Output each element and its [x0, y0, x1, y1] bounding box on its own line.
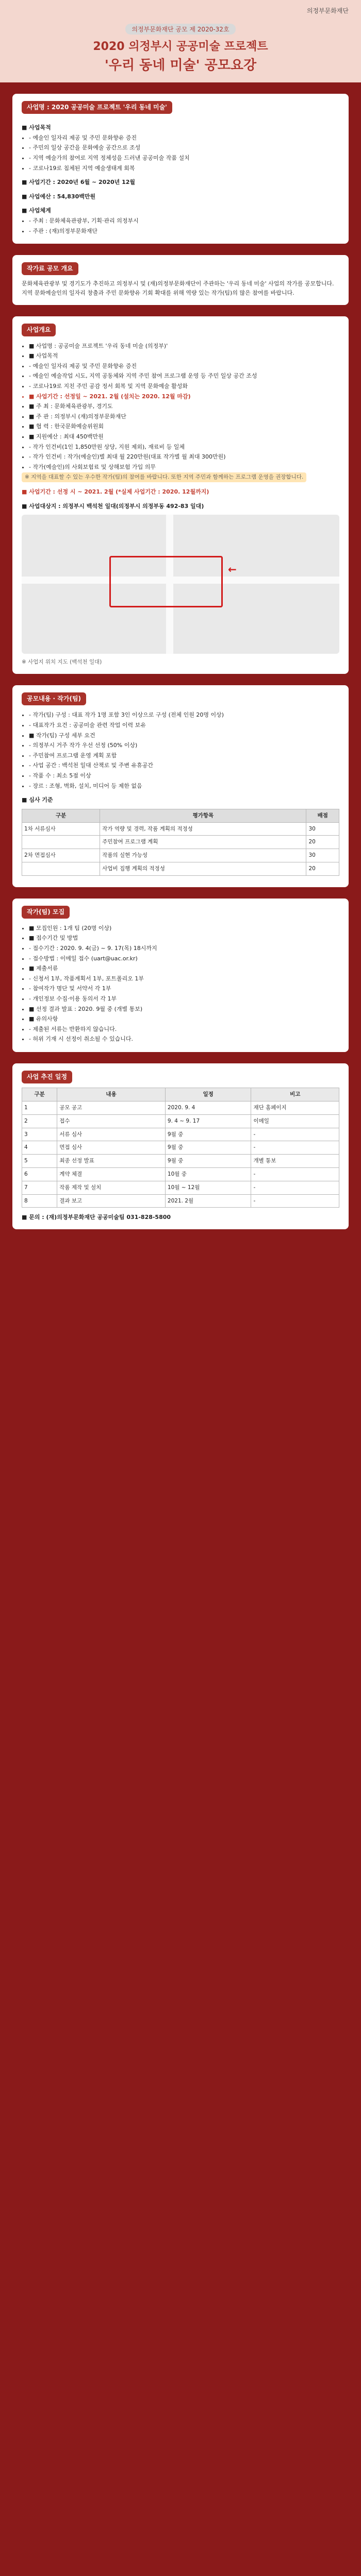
schedule-cell: 계약 체결 [57, 1167, 166, 1181]
eval-cell: 1차 서류심사 [22, 822, 100, 836]
eval-cell: 20 [306, 862, 339, 875]
card-apply [12, 899, 349, 1052]
eval-table-header: 배점 [306, 809, 339, 822]
schedule-cell: 결과 보고 [57, 1194, 166, 1208]
apply-title: 작가(팀) 모집 [22, 906, 70, 919]
schedule-title: 사업 추진 일정 [22, 1071, 72, 1083]
map-caption: ※ 사업지 위치 지도 (백석천 일대) [22, 659, 102, 666]
overview-item: • ■ 사업명 : 공공미술 프로젝트 '우리 동네 미술 (의정부)' [29, 342, 339, 351]
section-intro [0, 255, 361, 304]
recruit-details-item: • - 작가(팀) 구성 : 대표 작가 1명 포함 3인 이상으로 구성 (전체 인원 20명 이상) [29, 710, 339, 720]
schedule-cell: - [251, 1141, 339, 1155]
apply-list [29, 924, 339, 1044]
card-schedule [12, 1063, 349, 1229]
schedule-table-header: 구분 [22, 1088, 57, 1101]
overview-list [29, 342, 339, 472]
card-overview [12, 316, 349, 674]
eval-table-row [22, 822, 339, 836]
schedule-cell: - [251, 1194, 339, 1208]
location-head: ■ 사업대상지 : 의정부시 백석천 일대(의정부시 의정부동 492-83 일대) [22, 502, 204, 510]
eval-cell: 작품의 실현 가능성 [100, 849, 306, 862]
poster-title-line1: 2020 의정부시 공공미술 프로젝트 [93, 40, 268, 53]
overview-item: • ■ 협 력 : 한국문화예술위원회 [29, 422, 339, 431]
eval-cell: 2차 면접심사 [22, 849, 100, 862]
eval-cell: 사업비 집행 계획의 적정성 [100, 862, 306, 875]
eval-table-header: 구분 [22, 809, 100, 822]
section-recruit-details [0, 685, 361, 887]
schedule-cell: 5 [22, 1155, 57, 1168]
recruit-details-item: • - 작품 수 : 최소 5점 이상 [29, 771, 339, 781]
purpose-item: • - 예술인 일자리 제공 및 주민 문화향유 증진 [29, 133, 339, 143]
schedule-row [22, 1155, 339, 1168]
apply-item: • - 참여작가 명단 및 서약서 각 1부 [29, 984, 339, 993]
apply-item: • - 개인정보 수집·이용 동의서 각 1부 [29, 994, 339, 1004]
schedule-row [22, 1128, 339, 1141]
card-recruit-details [12, 685, 349, 887]
schedule-cell: 6 [22, 1167, 57, 1181]
period-head: ■ 사업기간 : 2020년 6월 ~ 2020년 12월 [22, 179, 136, 186]
apply-item: • - 접수방법 : 이메일 접수 (uart@uac.or.kr) [29, 954, 339, 963]
purpose-list [29, 133, 339, 173]
recruit-details-title: 공모내용 · 작가(팀) [22, 692, 86, 705]
eval-table [22, 809, 339, 876]
overview-item: • - 코로나19로 지친 주민 공감 정서 회복 및 지역 문화예술 활성화 [29, 382, 339, 391]
overview-item: • - 작가(예술인)의 사회보험료 및 상해보험 가입 의무 [29, 463, 339, 472]
schedule-cell: 면접 심사 [57, 1141, 166, 1155]
overview-item: • - 작가 인건비(1인 1,850만원 상당, 지원 제외), 재료비 등 일체 [29, 443, 339, 452]
schedule-cell: 최종 선정 발표 [57, 1155, 166, 1168]
schedule-cell: 2021. 2월 [165, 1194, 251, 1208]
schedule-cell: 8 [22, 1194, 57, 1208]
location-map [22, 515, 339, 654]
schedule-cell: - [251, 1167, 339, 1181]
eval-table-header: 평가항목 [100, 809, 306, 822]
schedule-cell: 4 [22, 1141, 57, 1155]
map-target-area [109, 556, 223, 607]
schedule-cell: 2020. 9. 4 [165, 1101, 251, 1115]
overview-item: • ■ 주 관 : 의정부시 (재)의정부문화재단 [29, 412, 339, 421]
schedule-cell: 9. 4 ~ 9. 17 [165, 1114, 251, 1128]
overview-note: ※ 지역을 대표할 수 있는 우수한 작가(팀)의 참여를 바랍니다. 또한 지역 주민과 함께하는 프로그램 운영을 권장합니다. [22, 472, 306, 482]
purpose-item: • - 주민의 일상 공간을 문화예술 공간으로 조성 [29, 143, 339, 152]
announcement-number: 의정부문화재단 공모 제 2020-32호 [125, 24, 235, 35]
intro-text: 문화체육관광부 및 경기도가 추진하고 의정부시 및 (재)의정부문화재단이 주관하는 '우리 동네 미술' 사업의 작가를 공모합니다. 지역 문화예술인의 일자리 창출과 주민 문화향유 기회 확대를 위해 역량 있는 작가(팀)의 많은 참여를 바랍니다. [22, 280, 334, 296]
recruit-details-item: • ■ 작가(팀) 구성 세부 요건 [29, 731, 339, 740]
apply-item: • ■ 선정 결과 발표 : 2020. 9월 중 (개별 통보) [29, 1005, 339, 1014]
schedule-cell: 10월 중 [165, 1167, 251, 1181]
eval-cell: 작가 역량 및 경력, 작품 계획의 적정성 [100, 822, 306, 836]
recruit-details-list [29, 710, 339, 790]
apply-item: • ■ 접수기간 및 방법 [29, 934, 339, 943]
eval-cell [22, 836, 100, 849]
overview-item: • - 예술인 예술작업 시도, 지역 공동체와 지역 주민 참여 프로그램 운영 등 주민 일상 공간 조성 [29, 371, 339, 381]
schedule-row [22, 1141, 339, 1155]
intro-title: 작가료 공모 개요 [22, 262, 78, 275]
overview-item: • ■ 지원예산 : 최대 450백만원 [29, 432, 339, 442]
foundation-logo: 의정부문화재단 [306, 7, 349, 14]
eval-cell [22, 862, 100, 875]
recruit-details-item: • - 장르 : 조형, 벽화, 설치, 미디어 등 제한 없음 [29, 782, 339, 791]
eval-table-row [22, 849, 339, 862]
recruit-details-item: • - 사업 공간 : 백석천 일대 산책로 및 주변 유휴공간 [29, 761, 339, 770]
section-apply [0, 899, 361, 1052]
org-item: • - 주관 : (재)의정부문화재단 [29, 227, 339, 236]
section-overview [0, 316, 361, 674]
schedule-table [22, 1088, 339, 1208]
overview-title: 사업개요 [22, 324, 56, 336]
schedule-cell: 7 [22, 1181, 57, 1194]
schedule-cell: 공모 공고 [57, 1101, 166, 1115]
card-project [12, 94, 349, 244]
schedule-cell: 3 [22, 1128, 57, 1141]
poster-title-line2: '우리 동네 미술' 공모요강 [104, 58, 257, 73]
schedule-row [22, 1194, 339, 1208]
eval-cell: 주민참여 프로그램 계획 [100, 836, 306, 849]
project-title: 사업명 : 2020 공공미술 프로젝트 '우리 동네 미술' [22, 101, 172, 114]
card-intro [12, 255, 349, 304]
purpose-head: ■ 사업목적 [22, 124, 51, 131]
eval-table-row [22, 862, 339, 875]
schedule-row [22, 1101, 339, 1115]
section-project [0, 94, 361, 244]
overview-item: • - 작가 인건비 : 작가(예술인)별 최대 월 220만원(대표 작가별 월 최대 300만원) [29, 452, 339, 462]
eval-cell: 30 [306, 822, 339, 836]
schedule-table-header: 비고 [251, 1088, 339, 1101]
schedule-cell: 서류 심사 [57, 1128, 166, 1141]
eval-cell: 30 [306, 849, 339, 862]
schedule-cell: 1 [22, 1101, 57, 1115]
schedule-cell: 접수 [57, 1114, 166, 1128]
purpose-item: • - 코로나19로 침체된 지역 예술생태계 회복 [29, 164, 339, 173]
eval-table-row [22, 836, 339, 849]
period-line: ■ 사업기간 : 선정 시 ~ 2021. 2월 (*실제 사업기간 : 2020. 12월까지) [22, 488, 209, 496]
schedule-cell: 이메일 [251, 1114, 339, 1128]
org-head: ■ 사업체계 [22, 207, 51, 214]
org-item: • - 주최 : 문화체육관광부, 기획·관리 의정부시 [29, 216, 339, 226]
apply-item: • ■ 제출서류 [29, 964, 339, 973]
apply-item: • - 제출된 서류는 반환하지 않습니다. [29, 1025, 339, 1034]
purpose-item: • - 지역 예술가의 참여로 지역 정체성을 드러낸 공공미술 작품 설치 [29, 154, 339, 163]
overview-item: • - 예술인 일자리 제공 및 주민 문화향유 증진 [29, 362, 339, 371]
schedule-row [22, 1114, 339, 1128]
eval-cell: 20 [306, 836, 339, 849]
schedule-table-header: 내용 [57, 1088, 166, 1101]
recruit-details-item: • - 의정부시 거주 작가 우선 선정 (50% 이상) [29, 741, 339, 750]
schedule-cell: 9월 중 [165, 1141, 251, 1155]
eval-head: ■ 심사 기준 [22, 796, 53, 804]
schedule-cell: 개별 통보 [251, 1155, 339, 1168]
budget-head: ■ 사업예산 : 54,830백만원 [22, 193, 96, 200]
schedule-cell: 재단 홈페이지 [251, 1101, 339, 1115]
recruit-details-item: • - 주민참여 프로그램 운영 계획 포함 [29, 751, 339, 760]
schedule-cell: 작품 제작 및 설치 [57, 1181, 166, 1194]
contact-line: ■ 문의 : (재)의정부문화재단 공공미술팀 031-828-5800 [22, 1214, 171, 1221]
schedule-cell: - [251, 1128, 339, 1141]
recruit-details-item: • - 대표작가 요건 : 공공미술 관련 작업 이력 보유 [29, 721, 339, 730]
header [0, 0, 361, 82]
overview-item: • ■ 주 최 : 문화체육관광부, 경기도 [29, 402, 339, 411]
schedule-cell: - [251, 1181, 339, 1194]
org-list [29, 216, 339, 235]
schedule-cell: 2 [22, 1114, 57, 1128]
schedule-cell: 9월 중 [165, 1128, 251, 1141]
schedule-cell: 9월 중 [165, 1155, 251, 1168]
schedule-row [22, 1167, 339, 1181]
section-schedule [0, 1063, 361, 1229]
map-arrow-icon: ← [228, 563, 237, 576]
apply-item: • - 접수기간 : 2020. 9. 4(금) ~ 9. 17(목) 18시까지 [29, 944, 339, 953]
apply-item: • - 신청서 1부, 작품계획서 1부, 포트폴리오 1부 [29, 974, 339, 984]
schedule-row [22, 1181, 339, 1194]
overview-item: • ■ 사업기간 : 선정일 ~ 2021. 2월 (설치는 2020. 12월 마감) [29, 392, 339, 401]
schedule-table-header: 일정 [165, 1088, 251, 1101]
apply-item: • ■ 모집인원 : 1개 팀 (20명 이상) [29, 924, 339, 933]
schedule-cell: 10월 ~ 12월 [165, 1181, 251, 1194]
apply-item: • - 허위 기재 시 선정이 취소될 수 있습니다. [29, 1035, 339, 1044]
overview-item: • ■ 사업목적 [29, 351, 339, 361]
apply-item: • ■ 유의사항 [29, 1014, 339, 1024]
